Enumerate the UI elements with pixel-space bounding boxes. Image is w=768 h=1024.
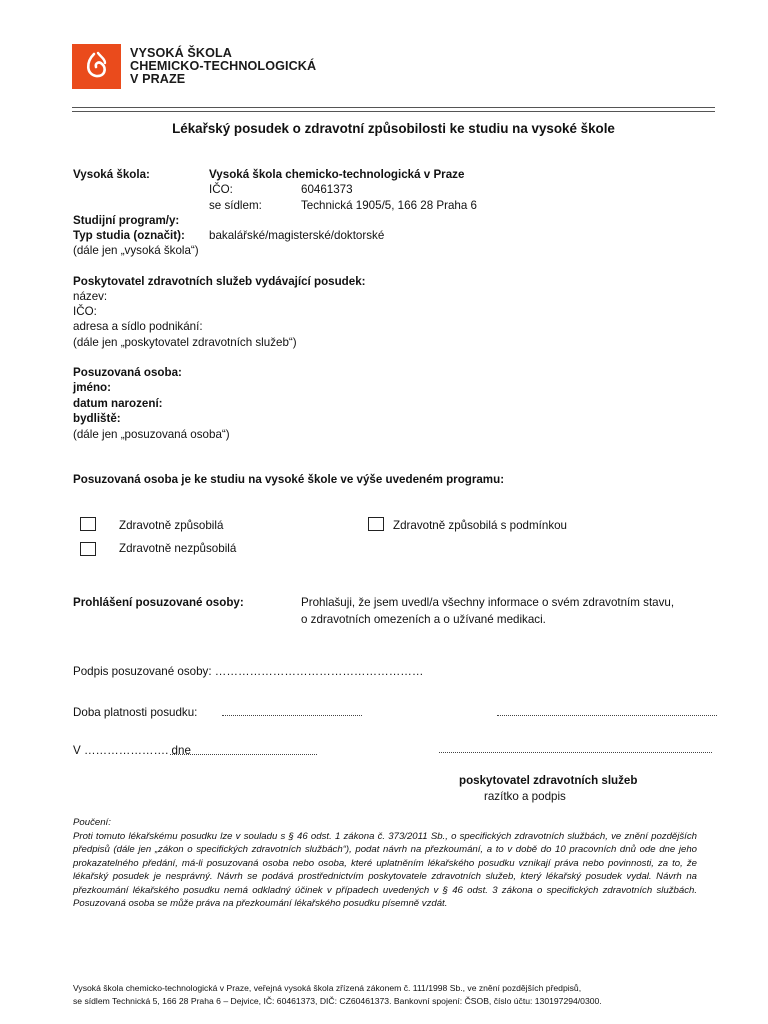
school-logo-text xyxy=(130,47,316,86)
footer-line-2: se sídlem Technická 5, 166 28 Praha 6 – Dejvice, IČ: 60461373, DIČ: CZ60461373. Bankovní spojení: ČSOB, číslo účtu: 130197294/0300. xyxy=(73,995,602,1006)
unfit-label: Zdravotně nezpůsobilá xyxy=(119,542,237,555)
footer-line-1: Vysoká škola chemicko-technologická v Praze, veřejná vysoká škola zřízená zákonem č. 111/1998 Sb., ve znění pozdějších předpisů, xyxy=(73,983,582,993)
unfit-checkbox[interactable] xyxy=(80,542,96,556)
legal-notice-heading: Poučení: xyxy=(73,817,111,828)
provider-ico-label: IČO: xyxy=(73,305,97,318)
place-date-field[interactable] xyxy=(170,754,317,755)
logo-line-2: CHEMICKO-TECHNOLOGICKÁ xyxy=(130,59,317,73)
logo-line-1: VYSOKÁ ŠKOLA xyxy=(130,46,232,60)
legal-notice xyxy=(73,816,697,911)
signature-label: Podpis posuzované osoby: ……………………………………………… xyxy=(73,665,424,678)
header-rule-bottom xyxy=(72,111,715,112)
provider-alias: (dále jen „poskytovatel zdravotních služeb“) xyxy=(73,336,297,349)
school-logo xyxy=(72,44,121,89)
declaration-line-1: Prohlašuji, že jsem uvedl/a všechny informace o svém zdravotním stavu, xyxy=(301,596,675,609)
school-name: Vysoká škola chemicko-technologická v Praze xyxy=(209,168,465,181)
school-label: Vysoká škola: xyxy=(73,168,150,181)
declaration-line-2: o zdravotních omezeních a o užívané medikaci. xyxy=(301,613,546,626)
logo-line-3: V PRAZE xyxy=(130,72,186,86)
page-footer xyxy=(73,982,602,1007)
place-date-label: V …………………. dne xyxy=(73,744,191,757)
conditional-checkbox[interactable] xyxy=(368,517,384,531)
school-ico-value: 60461373 xyxy=(301,183,353,196)
header-rule-top xyxy=(72,107,715,108)
school-ico-label: IČO: xyxy=(209,183,233,196)
page-title: Lékařský posudek o zdravotní způsobilosti ke studiu na vysoké škole xyxy=(172,121,615,136)
stamp-signature-field[interactable] xyxy=(439,752,712,753)
school-seat-value: Technická 1905/5, 166 28 Praha 6 xyxy=(301,199,477,212)
person-heading: Posuzovaná osoba: xyxy=(73,366,182,379)
provider-address-label: adresa a sídlo podnikání: xyxy=(73,320,203,333)
provider-heading: Poskytovatel zdravotních služeb vydávající posudek: xyxy=(73,275,366,288)
person-name-label: jméno: xyxy=(73,381,112,394)
provider-name-label: název: xyxy=(73,290,108,303)
fit-checkbox[interactable] xyxy=(80,517,96,531)
school-seat-label: se sídlem: xyxy=(209,199,262,212)
conditional-label: Zdravotně způsobilá s podmínkou xyxy=(393,519,568,532)
person-residence-label: bydliště: xyxy=(73,412,121,425)
validity-label: Doba platnosti posudku: xyxy=(73,706,198,719)
stamp-caption: poskytovatel zdravotních služeb xyxy=(459,774,638,787)
flask-drop-icon xyxy=(72,44,121,89)
person-birth-label: datum narození: xyxy=(73,397,163,410)
legal-notice-text: Proti tomuto lékařskému posudku lze v souladu s § 46 odst. 1 zákona č. 373/2011 Sb., o specifických zdravotních službách, ve znění pozdějších předpisů (dále jen „zákon o specifických zdravotních službách“), podat návrh na přezkoumání, a to v době do 10 pracovních dnů ode dne jeho prokazatelného předání, má-li posuzovaná osoba nebo osoba, které uplatněním lékařského posudku vznikají práva nebo povinnosti, za to, že lékařský posudek je nesprávný. Návrh se podává prostřednictvím poskytovatele zdravotních služeb, který lékařský posudek vydal. Návrh na přezkoumání lékařského posudku nemá odkladný účinek v případech uvedených v § 46 odst. 3 zákona o specifických zdravotních službách. Posuzovaná osoba se může práva na přezkoumání lékařského posudku písemně vzdát. xyxy=(73,830,697,909)
school-alias: (dále jen „vysoká škola“) xyxy=(73,244,199,257)
validity-from-field[interactable] xyxy=(222,715,362,716)
fit-label: Zdravotně způsobilá xyxy=(119,519,224,532)
study-type-value[interactable]: bakalářské/magisterské/doktorské xyxy=(209,229,385,242)
stamp-subcaption: razítko a podpis xyxy=(484,790,566,803)
declaration-label: Prohlášení posuzované osoby: xyxy=(73,596,244,609)
study-type-label: Typ studia (označit): xyxy=(73,229,185,242)
study-program-label: Studijní program/y: xyxy=(73,214,180,227)
validity-to-field[interactable] xyxy=(497,715,717,716)
person-alias: (dále jen „posuzovaná osoba“) xyxy=(73,428,230,441)
verdict-heading: Posuzovaná osoba je ke studiu na vysoké škole ve výše uvedeném programu: xyxy=(73,473,505,486)
